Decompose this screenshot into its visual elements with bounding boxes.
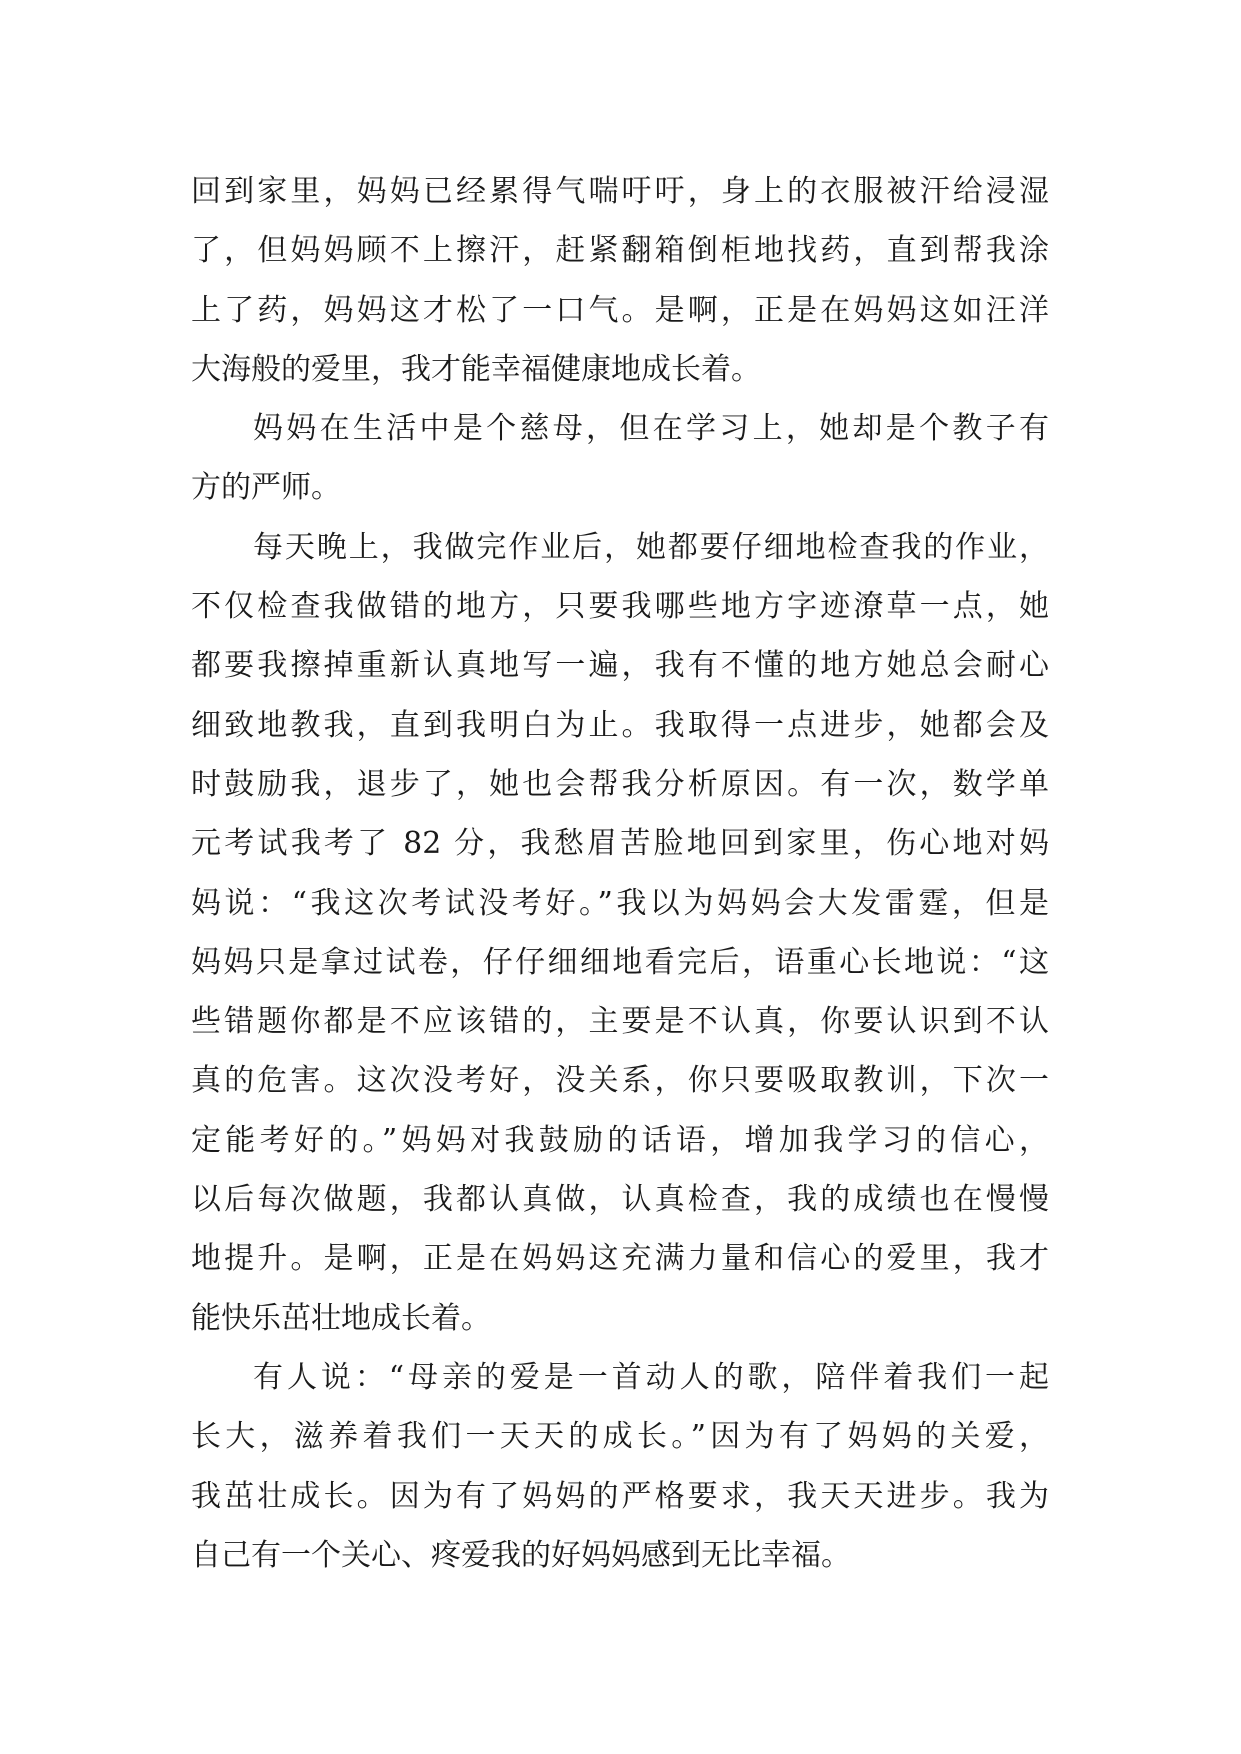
text-line: 有人说：“母亲的爱是一首动人的歌，陪伴着我们一起 — [253, 1359, 1049, 1395]
document-body — [191, 162, 1049, 1585]
text-line: 都要我擦掉重新认真地写一遍，我有不懂的地方她总会耐心 — [191, 648, 1049, 684]
text-line: 定能考好的。”妈妈对我鼓励的话语，增加我学习的信心， — [191, 1122, 1049, 1158]
text-line: 地提升。是啊，正是在妈妈这充满力量和信心的爱里，我才 — [191, 1241, 1049, 1277]
text-line: 自己有一个关心、疼爱我的好妈妈感到无比幸福。 — [191, 1537, 851, 1573]
text-line: 元考试我考了 82 分，我愁眉苦脸地回到家里，伤心地对妈 — [191, 826, 1049, 862]
text-line: 妈说：“我这次考试没考好。”我以为妈妈会大发雷霆，但是 — [191, 885, 1049, 921]
text-line: 妈妈只是拿过试卷，仔仔细细地看完后，语重心长地说：“这 — [191, 944, 1049, 980]
text-line: 时鼓励我，退步了，她也会帮我分析原因。有一次，数学单 — [191, 766, 1049, 802]
text-lines — [191, 162, 1049, 1585]
text-line: 大海般的爱里，我才能幸福健康地成长着。 — [191, 351, 761, 387]
text-line: 些错题你都是不应该错的，主要是不认真，你要认识到不认 — [191, 1004, 1049, 1040]
text-line: 我茁壮成长。因为有了妈妈的严格要求，我天天进步。我为 — [191, 1478, 1049, 1514]
text-line: 上了药，妈妈这才松了一口气。是啊，正是在妈妈这如汪洋 — [191, 292, 1049, 328]
text-line: 以后每次做题，我都认真做，认真检查，我的成绩也在慢慢 — [191, 1182, 1049, 1218]
text-line: 方的严师。 — [191, 470, 341, 506]
text-line: 真的危害。这次没考好，没关系，你只要吸取教训，下次一 — [191, 1063, 1049, 1099]
text-line: 能快乐茁壮地成长着。 — [191, 1300, 491, 1336]
text-line: 妈妈在生活中是个慈母，但在学习上，她却是个教子有 — [253, 411, 1049, 447]
text-line: 了，但妈妈顾不上擦汗，赶紧翻箱倒柜地找药，直到帮我涂 — [191, 233, 1049, 269]
text-line: 不仅检查我做错的地方，只要我哪些地方字迹潦草一点，她 — [191, 589, 1049, 625]
text-line: 每天晚上，我做完作业后，她都要仔细地检查我的作业， — [253, 529, 1049, 565]
text-line: 回到家里，妈妈已经累得气喘吁吁，身上的衣服被汗给浸湿 — [191, 174, 1049, 209]
text-line: 细致地教我，直到我明白为止。我取得一点进步，她都会及 — [191, 707, 1049, 743]
text-line: 长大，滋养着我们一天天的成长。”因为有了妈妈的关爱， — [191, 1419, 1049, 1455]
